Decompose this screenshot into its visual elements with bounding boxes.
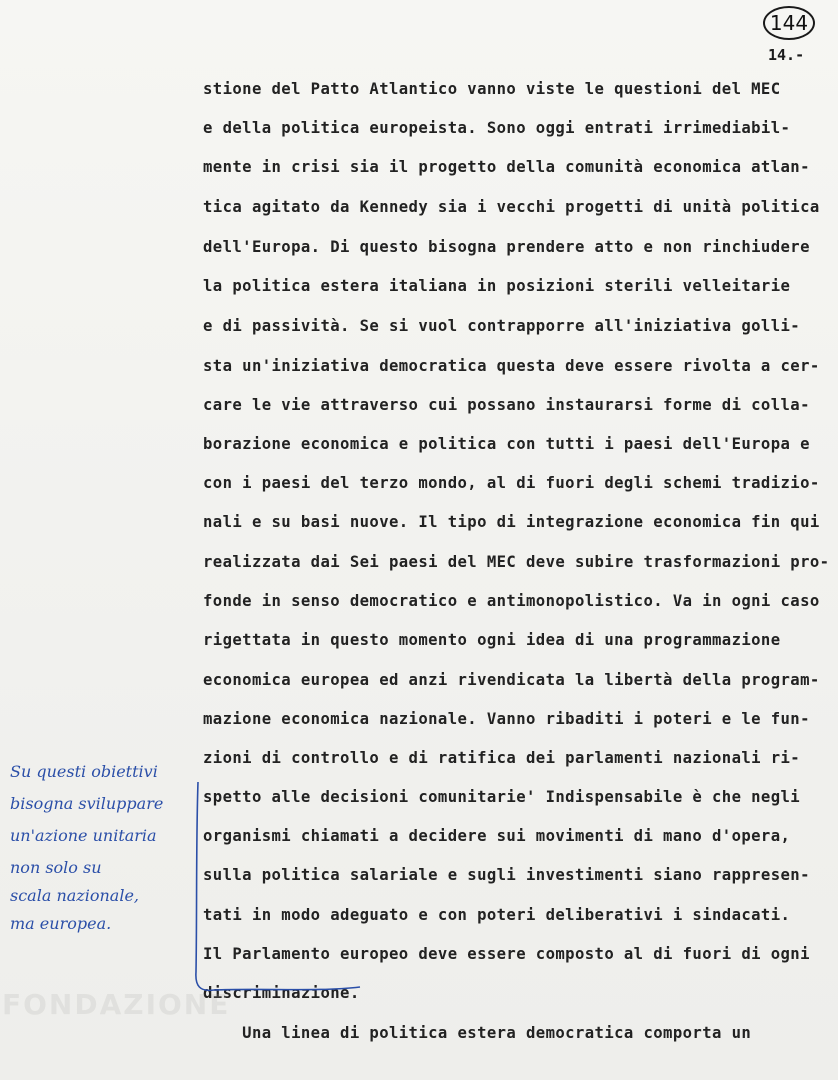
text-line: mazione economica nazionale. Vanno ribaditi i poteri e le fun- [203, 710, 810, 728]
text-line: zioni di controllo e di ratifica dei parlamenti nazionali ri- [203, 749, 801, 767]
note-line: non solo su [10, 858, 102, 877]
text-line: fonde in senso democratico e antimonopolistico. Va in ogni caso [203, 592, 820, 610]
text-line: discriminazione. [203, 984, 360, 1002]
text-line: stione del Patto Atlantico vanno viste le questioni del MEC [203, 80, 781, 98]
text-line: organismi chiamati a decidere sui movimenti di mano d'opera, [203, 827, 791, 845]
text-line: care le vie attraverso cui possano instaurarsi forme di colla- [203, 396, 810, 414]
note-line: ma europea. [10, 914, 112, 933]
archive-stamp-number: 144 [769, 11, 809, 35]
text-line: economica europea ed anzi rivendicata la libertà della program- [203, 671, 820, 689]
text-line: realizzata dai Sei paesi del MEC deve subire trasformazioni pro- [203, 553, 830, 571]
archive-stamp [763, 6, 815, 40]
text-line: Il Parlamento europeo deve essere composto al di fuori di ogni [203, 945, 810, 963]
text-line: sulla politica salariale e sugli investimenti siano rappresen- [203, 866, 810, 884]
text-line: e della politica europeista. Sono oggi entrati irrimediabil- [203, 119, 791, 137]
note-line: scala nazionale, [10, 886, 139, 905]
text-line: dell'Europa. Di questo bisogna prendere atto e non rinchiudere [203, 238, 810, 256]
text-line: Una linea di politica estera democratica comporta un [203, 1024, 752, 1042]
text-line: e di passività. Se si vuol contrapporre all'iniziativa golli- [203, 317, 801, 335]
text-line: sta un'iniziativa democratica questa deve essere rivolta a cer- [203, 357, 820, 375]
text-line: con i paesi del terzo mondo, al di fuori degli schemi tradizio- [203, 474, 820, 492]
text-line: spetto alle decisioni comunitarie' Indispensabile è che negli [203, 788, 801, 806]
text-line: tica agitato da Kennedy sia i vecchi progetti di unità politica [203, 198, 820, 216]
note-bracket-line [0, 752, 370, 1012]
handwritten-margin-note [0, 752, 220, 1012]
text-line: borazione economica e politica con tutti i paesi dell'Europa e [203, 435, 810, 453]
text-line: rigettata in questo momento ogni idea di una programmazione [203, 631, 781, 649]
page-number: 14.- [768, 46, 805, 64]
note-line: bisogna sviluppare [10, 794, 164, 813]
text-line: tati in modo adeguato e con poteri deliberativi i sindacati. [203, 906, 791, 924]
text-line: nali e su basi nuove. Il tipo di integrazione economica fin qui [203, 513, 820, 531]
text-line: mente in crisi sia il progetto della comunità economica atlan- [203, 158, 810, 176]
archive-watermark: FONDAZIONE [2, 988, 231, 1021]
note-line: un'azione unitaria [10, 826, 157, 845]
note-line: Su questi obiettivi [10, 762, 158, 781]
text-line: la politica estera italiana in posizioni sterili velleitarie [203, 277, 791, 295]
